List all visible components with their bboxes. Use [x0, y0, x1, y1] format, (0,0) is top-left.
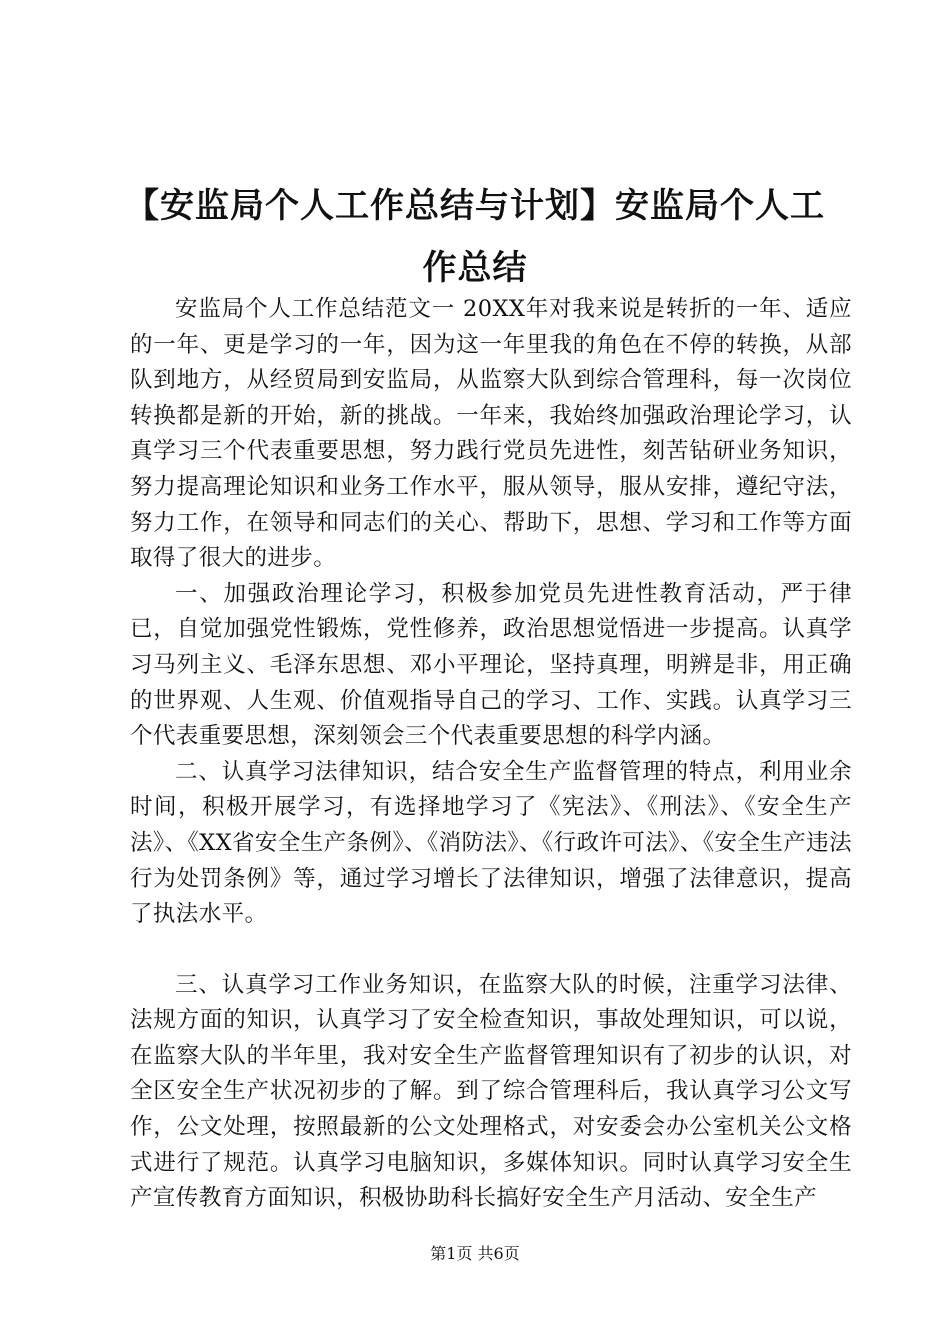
document-body — [130, 292, 852, 1217]
paragraph-section-1: 一、加强政治理论学习，积极参加党员先进性教育活动，严于律已，自觉加强党性锻炼，党性修养，政治思想觉悟进一步提高。认真学习马列主义、毛泽东思想、邓小平理论，坚持真理，明辨是非，用正确的世界观、人生观、价值观指导自己的学习、工作、实践。认真学习三个代表重要思想，深刻领会三个代表重要思想的科学内涵。 — [130, 580, 852, 750]
paragraph-intro: 安监局个人工作总结范文一 20XX年对我来说是转折的一年、适应的一年、更是学习的一年，因为这一年里我的角色在不停的转换，从部队到地方，从经贸局到安监局，从监察大队到综合管理科，每一次岗位转换都是新的开始，新的挑战。一年来，我始终加强政治理论学习，认真学习三个代表重要思想，努力践行党员先进性，刻苦钻研业务知识，努力提高理论知识和业务工作水平，服从领导，服从安排，遵纪守法，努力工作，在领导和同志们的关心、帮助下，思想、学习和工作等方面取得了很大的进步。 — [130, 296, 852, 572]
page-footer: 第1页 共6页 — [430, 1244, 520, 1263]
paragraph-section-3: 三、认真学习工作业务知识，在监察大队的时候，注重学习法律、法规方面的知识，认真学习了安全检查知识，事故处理知识，可以说，在监察大队的半年里，我对安全生产监督管理知识有了初步的认识，对全区安全生产状况初步的了解。到了综合管理科后，我认真学习公文写作，公文处理，按照最新的公文处理格式，对安委会办公室机关公文格式进行了规范。认真学习电脑知识，多媒体知识。同时认真学习安全生产宣传教育方面知识，积极协助科长搞好安全生产月活动、安全生产 — [130, 971, 852, 1212]
document-title: 【安监局个人工作总结与计划】安监局个人工作总结 — [125, 185, 825, 288]
paragraph-section-2: 二、认真学习法律知识，结合安全生产监督管理的特点，利用业余时间，积极开展学习，有选择地学习了《宪法》、《刑法》、《安全生产法》、《XX省安全生产条例》、《消防法》、《行政许可法》、《安全生产违法行为处罚条例》等，通过学习增长了法律知识，增强了法律意识，提高了执法水平。 — [130, 758, 852, 928]
